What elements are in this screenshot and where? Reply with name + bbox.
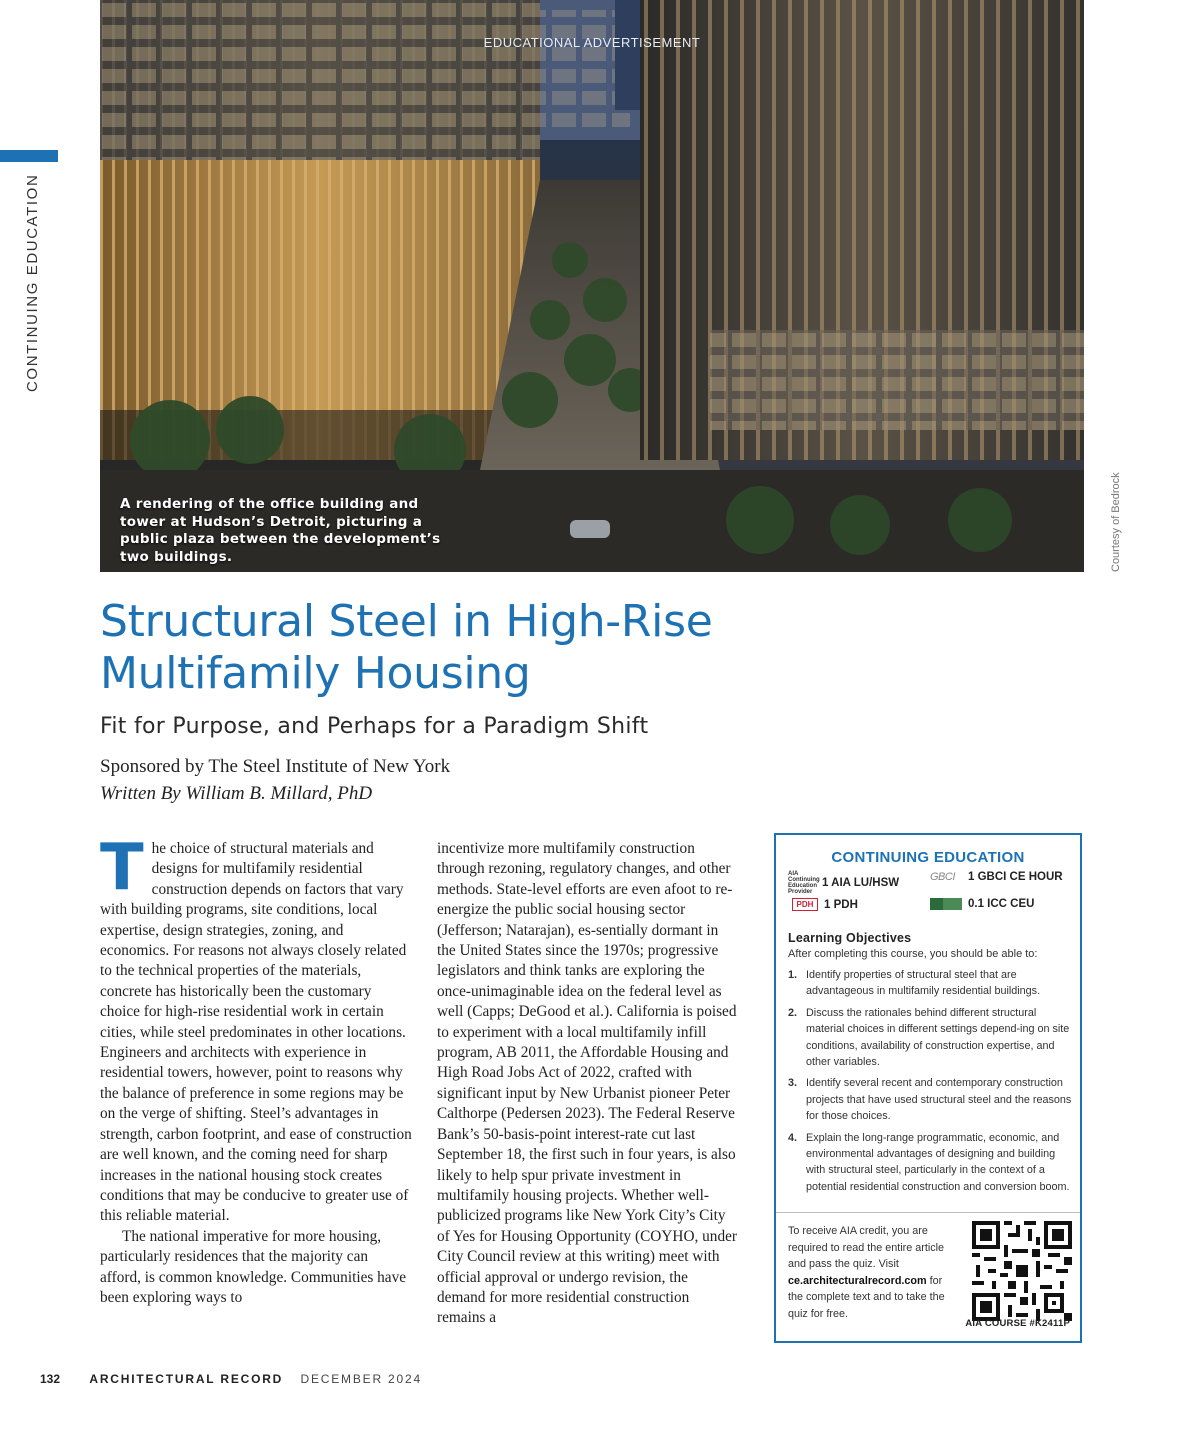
aia-provider-logo: AIA Continuing Education Provider [788, 871, 820, 895]
advertisement-label: EDUCATIONAL ADVERTISEMENT [483, 35, 701, 50]
section-marker-bar [0, 150, 58, 162]
hero-rendering [100, 0, 1084, 572]
gbci-logo: GBCI [930, 871, 955, 883]
page-footer [40, 1372, 640, 1386]
body-paragraph: The national imperative for more housing, particularly residences that the majority can afford, is common knowledge. Communities have been exploring ways to [100, 1227, 407, 1306]
objectives-title: Learning Objectives [788, 931, 912, 945]
article-title: Structural Steel in High-Rise Multifamily Housing [100, 596, 713, 699]
objective-item: 1. Identify properties of structural steel that are advantageous in multifamily residential buildings. [788, 969, 1041, 998]
credit-label: 1 GBCI CE HOUR [968, 871, 1063, 883]
ce-website-link[interactable]: ce.architecturalrecord.com [788, 1274, 927, 1287]
body-paragraph: incentivize more multifamily construction through rezoning, regulatory changes, and other methods. State-level efforts are even afoot to re-energize the public social housing sector (Jefferson; Natarajan), es-sentially dormant in the United States since the 1970s; progressive legislators and think tanks are exploring the once-unimaginable idea on the federal level as well (Capps; DeGood et al.). California is poised to experiment with a local multifamily infill program, AB 2011, the Affordable Housing and High Road Jobs Act of 2022, crafted with significant input by New Urbanist pioneer Peter Calthorpe (Pedersen 2023). The Federal Reserve Bank’s 50-basis-point interest-rate cut last September 18, the first such in four years, is also likely to help spur private investment in multifamily housing projects. Whether well-publicized programs like New York City’s City of Yes for Housing Opportunity (COYHO, under City Council review at this writing) meet with official approval or undergo revision, the demand for more residential construction remains a [437, 840, 737, 1327]
objective-item: 3. Identify several recent and contemporary construction projects that have used structural steel and the reasons for those choices. [788, 1077, 1072, 1123]
continuing-education-box [774, 833, 1082, 1343]
page-number: 132 [40, 1372, 61, 1386]
body-column-2 [437, 839, 737, 1329]
credit-label: 1 PDH [824, 898, 858, 911]
publication-name: ARCHITECTURAL RECORD [89, 1372, 284, 1386]
objective-item: 4. Explain the long-range programmatic, economic, and environmental advantages of designing and building with structural steel, particularly in the context of a potential residential construction and conversion boom. [788, 1131, 1070, 1193]
pdh-logo: PDH [792, 898, 818, 911]
paragraph-text: he choice of structural materials and designs for multifamily residential construction depends on factors that vary with building programs, site conditions, local expertise, design strategies, zoning, and economics. For reasons not always closely related to the technical properties of the materials, concrete has historically been the customary choice for high-rise residential work in certain cities, while steel predominates in other locations. Engineers and architects with experience in residential towers, however, point to reasons why the balance of preference in some regions may be on the verge of shifting. Steel’s advantages in strength, carbon footprint, and ease of construction are well known, and the coming need for sharp increases in the national housing stock creates conditions that may be conducive to greater use of this reliable material. [100, 840, 412, 1225]
credit-label: 0.1 ICC CEU [968, 898, 1035, 910]
credit-instructions: To receive AIA credit, you are required to read the entire article and pass the quiz. Visit ce.architecturalrecord.com for the complete text and to take the quiz for free. [788, 1225, 945, 1320]
hero-illustration [100, 0, 1084, 572]
credit-aia [788, 871, 899, 895]
objective-item: 2. Discuss the rationales behind different structural material choices in different settings depend-ing on site conditions, availability of construction expertise, and other variables. [788, 1006, 1070, 1069]
box-divider [776, 1212, 1080, 1213]
icc-logo-icon [930, 898, 962, 910]
credit-pdh [792, 898, 858, 911]
ce-heading: CONTINUING EDUCATION [831, 849, 1025, 866]
sponsor-line: Sponsored by The Steel Institute of New York [100, 756, 451, 777]
image-caption: A rendering of the office building and tower at Hudson’s Detroit, picturing a public plaza between the development’s two buildings. [120, 496, 441, 565]
course-number: AIA COURSE #K2411P [965, 1318, 1070, 1329]
drop-cap: T [100, 831, 144, 905]
qr-code-icon[interactable] [972, 1221, 1072, 1321]
objectives-intro: After completing this course, you should be able to: [788, 948, 1038, 960]
credit-label: 1 AIA LU/HSW [822, 877, 900, 889]
objectives-list [788, 967, 1074, 1200]
body-paragraph [100, 831, 412, 1227]
section-label: CONTINUING EDUCATION [24, 173, 41, 392]
article-subtitle: Fit for Purpose, and Perhaps for a Paradigm Shift [100, 714, 649, 739]
author-byline: Written By William B. Millard, PhD [100, 783, 373, 804]
image-credit: Courtesy of Bedrock [1110, 472, 1122, 572]
issue-date: DECEMBER 2024 [300, 1372, 422, 1386]
credit-icc [930, 898, 1034, 910]
credit-gbci [930, 871, 1063, 883]
body-column-1 [100, 831, 412, 1308]
